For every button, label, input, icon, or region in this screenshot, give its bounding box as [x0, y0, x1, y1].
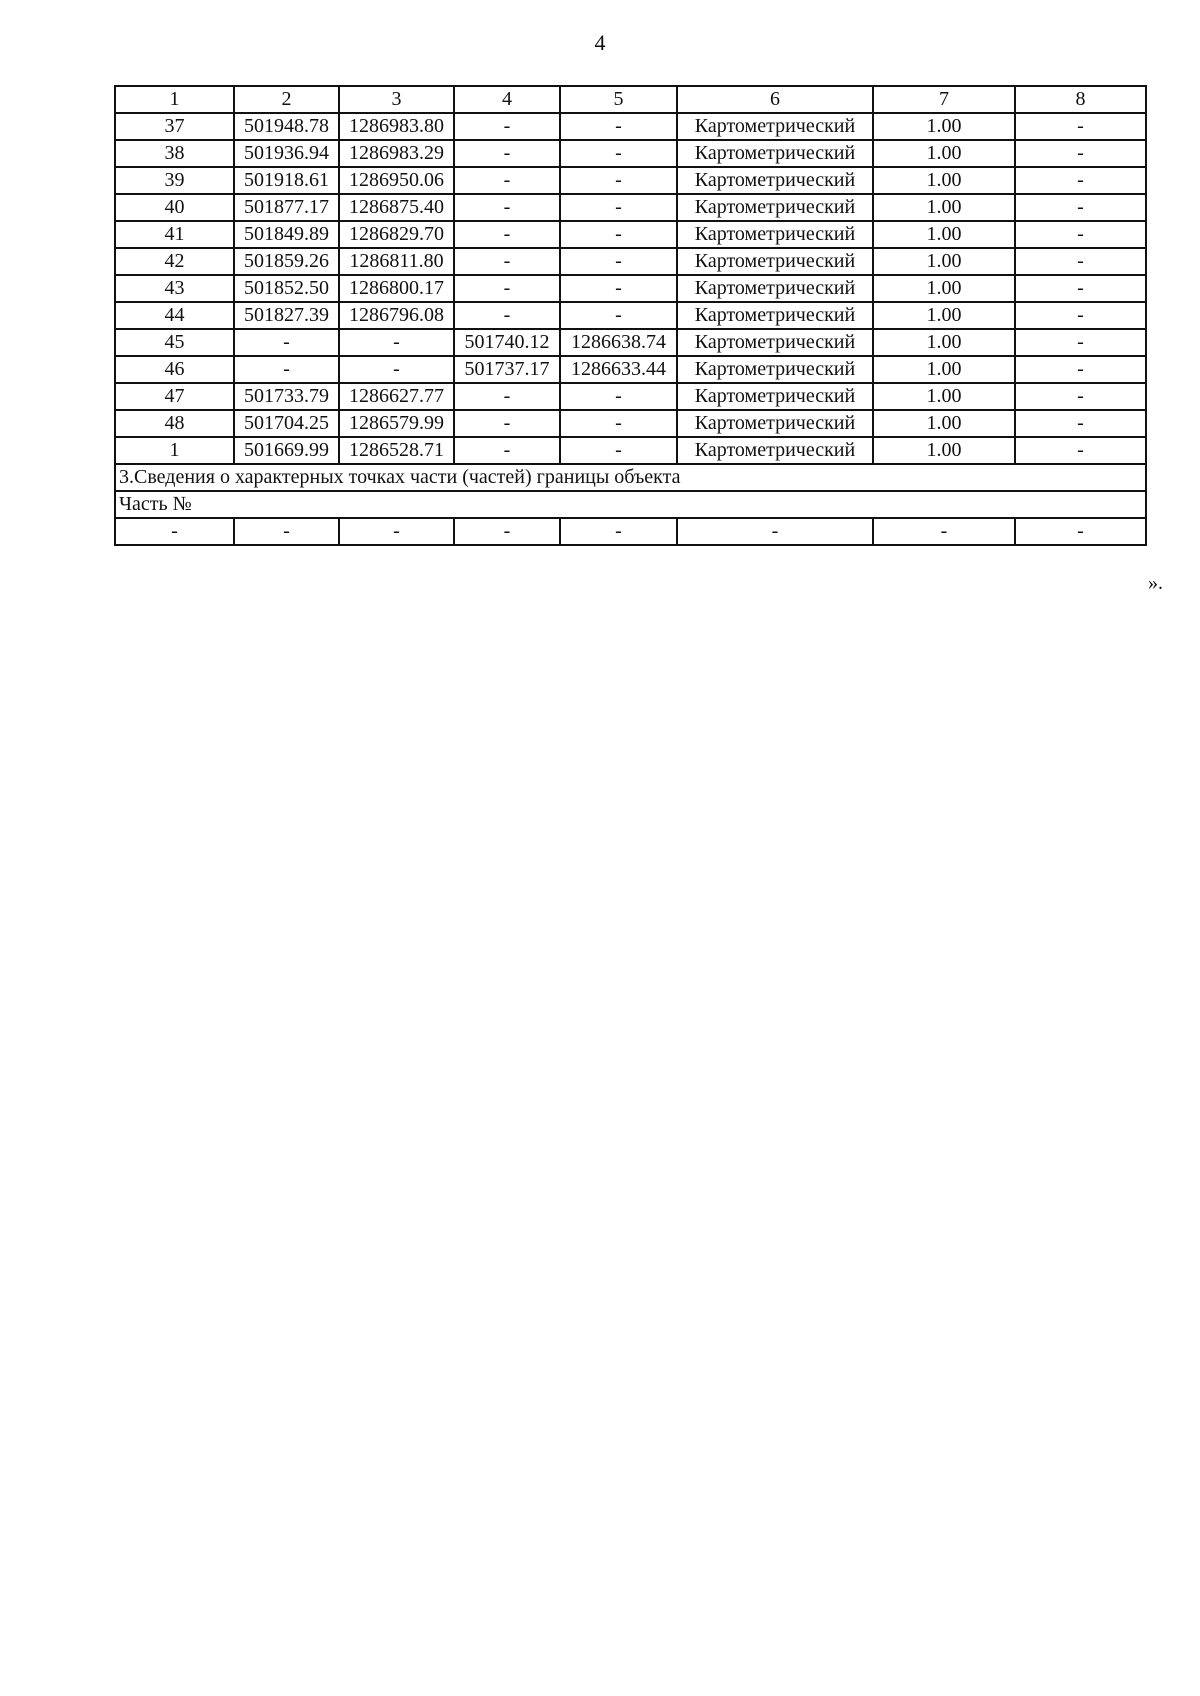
table-cell: 1.00	[873, 140, 1015, 167]
table-cell: -	[1015, 140, 1146, 167]
table-cell: Картометрический	[677, 329, 873, 356]
table-cell: 8	[1015, 86, 1146, 113]
table-cell: -	[1015, 113, 1146, 140]
table-cell: -	[234, 518, 339, 545]
table-cell: 1286829.70	[339, 221, 454, 248]
table-cell: -	[1015, 518, 1146, 545]
table-cell: 6	[677, 86, 873, 113]
table-cell: 38	[115, 140, 234, 167]
table-cell: -	[454, 275, 560, 302]
table-cell: -	[339, 356, 454, 383]
table-cell: -	[1015, 275, 1146, 302]
table-cell: -	[234, 356, 339, 383]
table-cell: 1.00	[873, 302, 1015, 329]
table-cell: 1.00	[873, 275, 1015, 302]
table-cell: 1286983.80	[339, 113, 454, 140]
table-row	[115, 383, 1146, 410]
table-cell: -	[560, 113, 677, 140]
table-cell: 501740.12	[454, 329, 560, 356]
closing-quote: ».	[1148, 572, 1163, 594]
table-cell: -	[677, 518, 873, 545]
table-cell: 501852.50	[234, 275, 339, 302]
table-cell: 44	[115, 302, 234, 329]
table-cell: -	[560, 383, 677, 410]
table-cell: 1.00	[873, 194, 1015, 221]
table-cell: -	[454, 410, 560, 437]
table-cell: -	[873, 518, 1015, 545]
table-cell: 501859.26	[234, 248, 339, 275]
table-cell: 501733.79	[234, 383, 339, 410]
table-cell: -	[560, 275, 677, 302]
table-row	[115, 302, 1146, 329]
table-cell: 1.00	[873, 167, 1015, 194]
table-cell: -	[454, 518, 560, 545]
table-cell: 5	[560, 86, 677, 113]
table-cell: -	[454, 437, 560, 464]
table-cell: 501936.94	[234, 140, 339, 167]
table-cell: 1286638.74	[560, 329, 677, 356]
table-cell: Картометрический	[677, 194, 873, 221]
table-cell: 1286579.99	[339, 410, 454, 437]
page-number: 4	[594, 30, 606, 55]
table-cell: 45	[115, 329, 234, 356]
table-cell: 40	[115, 194, 234, 221]
table-cell: -	[339, 329, 454, 356]
table-cell: -	[560, 248, 677, 275]
table-cell: -	[454, 383, 560, 410]
table-cell: 1286627.77	[339, 383, 454, 410]
table-cell: 501849.89	[234, 221, 339, 248]
table-row	[115, 410, 1146, 437]
table-cell: 1.00	[873, 329, 1015, 356]
empty-row	[115, 518, 1146, 545]
table-cell: 501948.78	[234, 113, 339, 140]
table-row	[115, 329, 1146, 356]
table-cell: -	[1015, 194, 1146, 221]
table-cell: -	[560, 221, 677, 248]
table-cell: 48	[115, 410, 234, 437]
table-cell: Картометрический	[677, 140, 873, 167]
table-cell: 1.00	[873, 113, 1015, 140]
table-cell: -	[234, 329, 339, 356]
table-body	[115, 86, 1146, 545]
table-cell: -	[560, 167, 677, 194]
table-cell: -	[454, 194, 560, 221]
table-cell: 501877.17	[234, 194, 339, 221]
table-cell: -	[1015, 302, 1146, 329]
table-cell: 1.00	[873, 437, 1015, 464]
table-cell: Картометрический	[677, 383, 873, 410]
table-cell: -	[454, 248, 560, 275]
part-label-row	[115, 491, 1146, 518]
table-cell: 1.00	[873, 383, 1015, 410]
table-cell: Картометрический	[677, 113, 873, 140]
table-cell: Картометрический	[677, 167, 873, 194]
table-cell: Картометрический	[677, 248, 873, 275]
table-cell: 1286875.40	[339, 194, 454, 221]
table-cell: -	[560, 437, 677, 464]
table-cell: -	[454, 221, 560, 248]
table-cell: -	[1015, 329, 1146, 356]
table-cell: 43	[115, 275, 234, 302]
table-cell: Картометрический	[677, 437, 873, 464]
table-cell: -	[454, 167, 560, 194]
table-cell: 3	[339, 86, 454, 113]
table-row	[115, 221, 1146, 248]
table-cell: 501918.61	[234, 167, 339, 194]
table-cell: -	[560, 518, 677, 545]
table-cell: Картометрический	[677, 302, 873, 329]
table-cell: 1.00	[873, 356, 1015, 383]
table-cell: 1286633.44	[560, 356, 677, 383]
section-title-row	[115, 464, 1146, 491]
table-row	[115, 194, 1146, 221]
table-cell: Картометрический	[677, 275, 873, 302]
table-cell: -	[560, 302, 677, 329]
table-cell: 42	[115, 248, 234, 275]
table-cell: 4	[454, 86, 560, 113]
table-cell: -	[115, 518, 234, 545]
table-cell: 1	[115, 86, 234, 113]
table-cell: 47	[115, 383, 234, 410]
table-row	[115, 140, 1146, 167]
header-row	[115, 86, 1146, 113]
section-title: 3.Сведения о характерных точках части (частей) границы объекта	[115, 464, 1146, 491]
part-label: Часть №	[115, 491, 1146, 518]
table-cell: Картометрический	[677, 356, 873, 383]
table-row	[115, 437, 1146, 464]
table-cell: -	[1015, 437, 1146, 464]
table-row	[115, 248, 1146, 275]
table-cell: Картометрический	[677, 410, 873, 437]
table-cell: 46	[115, 356, 234, 383]
table-cell: 1.00	[873, 248, 1015, 275]
table-cell: 41	[115, 221, 234, 248]
table-cell: -	[1015, 410, 1146, 437]
table-cell: -	[1015, 221, 1146, 248]
table-row	[115, 356, 1146, 383]
table-cell: 1286796.08	[339, 302, 454, 329]
table-cell: -	[1015, 356, 1146, 383]
boundary-points-table	[114, 85, 1147, 546]
table-cell: 501669.99	[234, 437, 339, 464]
table-cell: -	[454, 302, 560, 329]
table-cell: 2	[234, 86, 339, 113]
table-cell: 501737.17	[454, 356, 560, 383]
table-cell: 39	[115, 167, 234, 194]
table-cell: -	[560, 194, 677, 221]
table-cell: -	[1015, 167, 1146, 194]
table-cell: -	[560, 140, 677, 167]
table-cell: -	[560, 410, 677, 437]
table-cell: 1.00	[873, 410, 1015, 437]
table-cell: 1	[115, 437, 234, 464]
table-cell: 37	[115, 113, 234, 140]
table-cell: 501827.39	[234, 302, 339, 329]
table-cell: -	[454, 140, 560, 167]
table-row	[115, 275, 1146, 302]
table-cell: -	[1015, 383, 1146, 410]
table-cell: Картометрический	[677, 221, 873, 248]
table-cell: 1286528.71	[339, 437, 454, 464]
table-cell: 1286950.06	[339, 167, 454, 194]
table-row	[115, 167, 1146, 194]
table-cell: -	[339, 518, 454, 545]
table-row	[115, 113, 1146, 140]
table-cell: -	[454, 113, 560, 140]
table-cell: 1286983.29	[339, 140, 454, 167]
table-cell: 1.00	[873, 221, 1015, 248]
table-cell: 7	[873, 86, 1015, 113]
table-cell: 1286800.17	[339, 275, 454, 302]
table-cell: -	[1015, 248, 1146, 275]
table-cell: 501704.25	[234, 410, 339, 437]
table-cell: 1286811.80	[339, 248, 454, 275]
